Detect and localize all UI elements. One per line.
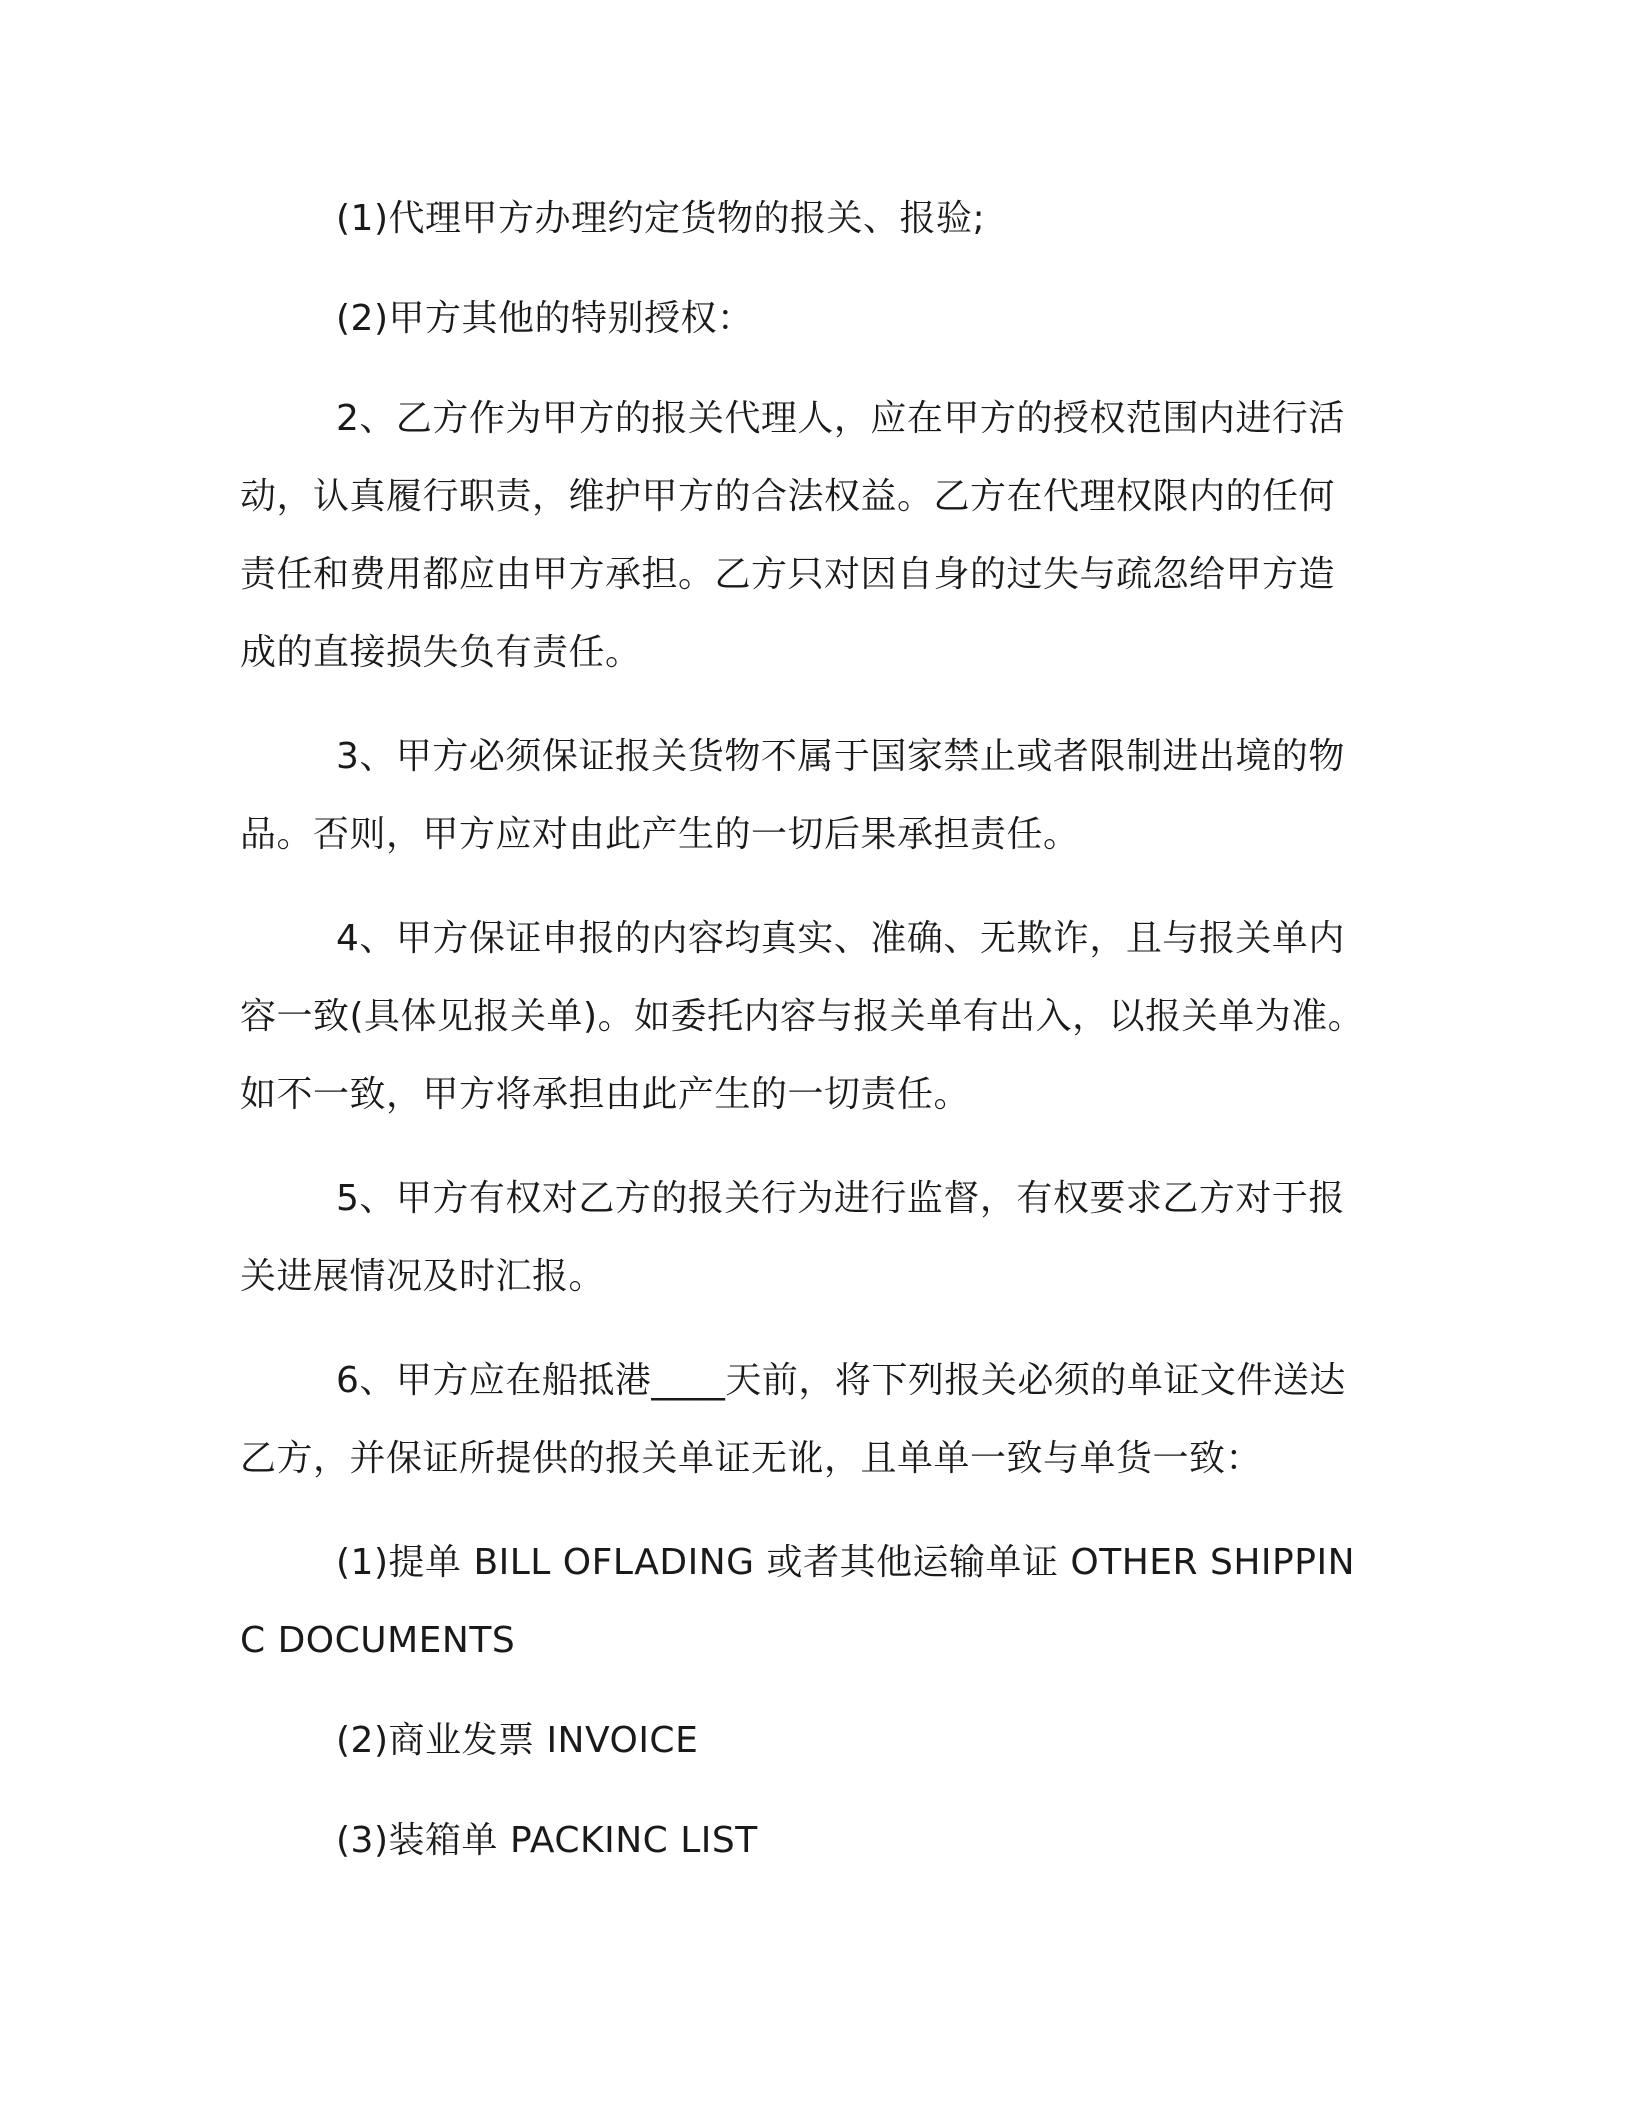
document-item-invoice: (2)商业发票 INVOICE: [336, 1720, 699, 1761]
clause-5: 5、甲方有权对乙方的报关行为进行监督，有权要求乙方对于报关进展情况及时汇报。: [240, 1178, 1345, 1297]
document-item-packing-list: (3)装箱单 PACKINC LIST: [336, 1820, 758, 1861]
document-body: [240, 180, 1370, 1880]
item-authorization-customs: (1)代理甲方办理约定货物的报关、报验;: [336, 198, 986, 239]
clause-4: 4、甲方保证申报的内容均真实、准确、无欺诈，且与报关单内容一致(具体见报关单)。如委托内容与报关单有出入，以报关单为准。如不一致，甲方将承担由此产生的一切责任。: [240, 918, 1365, 1115]
document-item-bill-of-lading: (1)提单 BILL OFLADING 或者其他运输单证 OTHER SHIPPINC DOCUMENTS: [240, 1542, 1356, 1661]
clause-3: 3、甲方必须保证报关货物不属于国家禁止或者限制进出境的物品。否则，甲方应对由此产生的一切后果承担责任。: [240, 736, 1345, 855]
clause-6: 6、甲方应在船抵港____天前，将下列报关必须的单证文件送达乙方，并保证所提供的报关单证无讹，且单单一致与单货一致：: [240, 1360, 1346, 1479]
clause-2: 2、乙方作为甲方的报关代理人，应在甲方的授权范围内进行活动，认真履行职责，维护甲方的合法权益。乙方在代理权限内的任何责任和费用都应由甲方承担。乙方只对因自身的过失与疏忽给甲方造成的直接损失负有责任。: [240, 398, 1345, 673]
item-authorization-other: (2)甲方其他的特别授权：: [336, 298, 754, 339]
